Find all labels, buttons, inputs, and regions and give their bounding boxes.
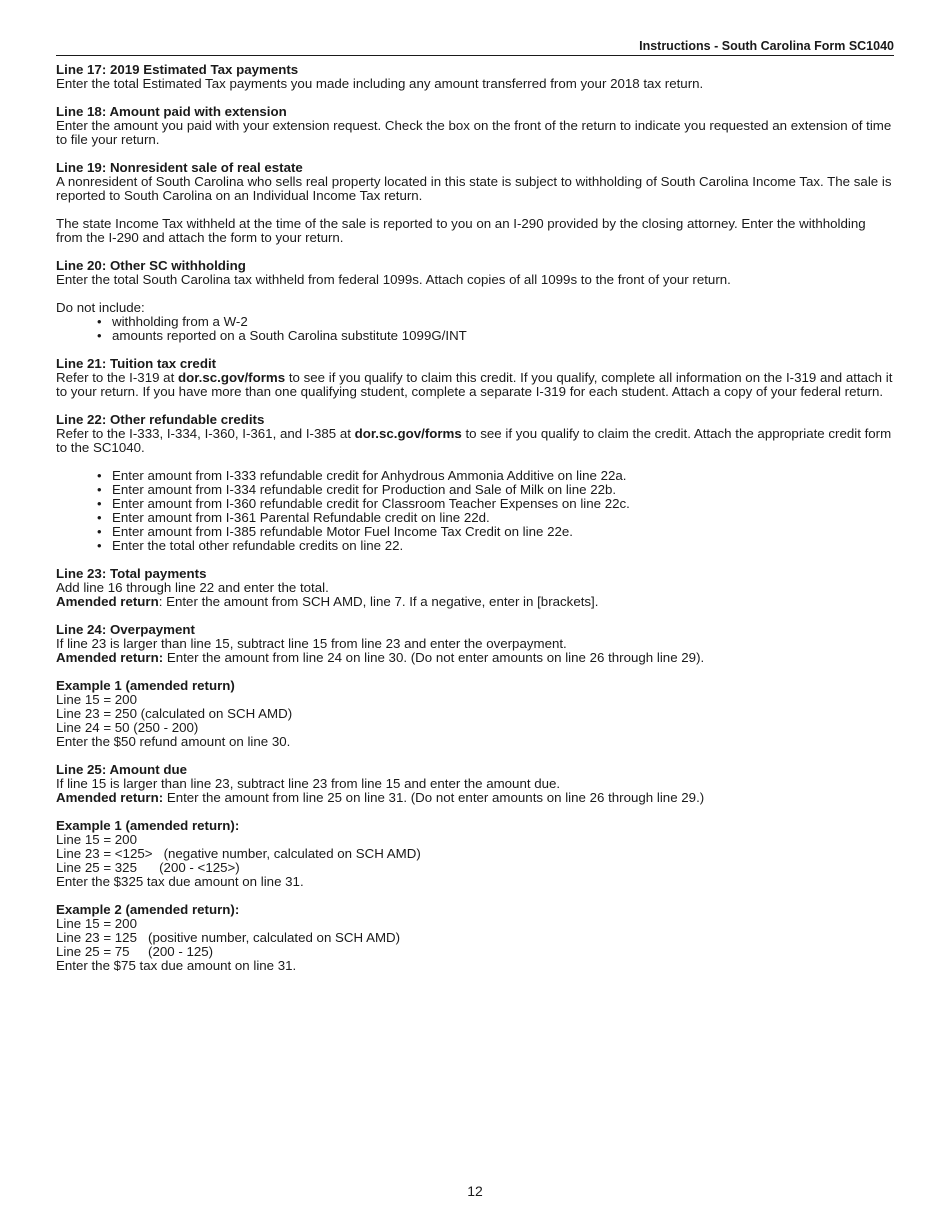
list-item: • Enter amount from I-360 refundable credit for Classroom Teacher Expenses on line 22c. [112, 497, 894, 511]
section-title: Line 21: Tuition tax credit [56, 356, 217, 371]
example-line: Line 15 = 200 [56, 832, 137, 847]
section-body: If line 15 is larger than line 23, subtract line 23 from line 15 and enter the amount due. [56, 776, 561, 791]
example-line: Line 23 = <125> (negative number, calculated on SCH AMD) [56, 846, 421, 861]
section-line-23 [56, 567, 894, 609]
example-2-amount-due [56, 903, 894, 973]
list-item: • Enter amount from I-385 refundable Motor Fuel Income Tax Credit on line 22e. [112, 525, 894, 539]
section-title: Line 23: Total payments [56, 566, 207, 581]
section-body: Enter the total Estimated Tax payments you made including any amount transferred from your 2018 tax return. [56, 76, 704, 91]
section-title: Line 22: Other refundable credits [56, 412, 265, 427]
section-line-21 [56, 357, 894, 399]
section-line-22 [56, 413, 894, 553]
example-line: Line 25 = 325 (200 - <125>) [56, 860, 240, 875]
list-intro: Do not include: [56, 300, 145, 315]
list-item: • Enter amount from I-361 Parental Refundable credit on line 22d. [112, 511, 894, 525]
section-title: Line 20: Other SC withholding [56, 258, 246, 273]
section-title: Line 17: 2019 Estimated Tax payments [56, 62, 299, 77]
example-line: Line 24 = 50 (250 - 200) [56, 720, 199, 735]
section-title: Example 1 (amended return) [56, 678, 235, 693]
example-line: Line 15 = 200 [56, 692, 137, 707]
section-title: Line 24: Overpayment [56, 622, 195, 637]
section-line-24 [56, 623, 894, 665]
example-line: Line 15 = 200 [56, 916, 137, 931]
section-body: A nonresident of South Carolina who sells real property located in this state is subject to withholding of South Carolina Income Tax. The sale is reported to South Carolina on an Individual Income Tax return. [56, 174, 892, 203]
list-item: • Enter amount from I-334 refundable credit for Production and Sale of Milk on line 22b. [112, 483, 894, 497]
section-title: Example 1 (amended return): [56, 818, 240, 833]
section-body: Refer to the I-319 at dor.sc.gov/forms to see if you qualify to claim this credit. If you qualify, complete all information on the I-319 and attach it to your return. If you have more than one qualifying student, complete a separate I-319 for each student. Attach a copy of your federal return. [56, 370, 893, 399]
amended-note: Amended return: Enter the amount from SCH AMD, line 7. If a negative, enter in [brackets]. [56, 594, 599, 609]
section-body: Refer to the I-333, I-334, I-360, I-361, and I-385 at dor.sc.gov/forms to see if you qualify to claim the credit. Attach the appropriate credit form to the SC1040. [56, 426, 892, 455]
section-body: The state Income Tax withheld at the time of the sale is reported to you on an I-290 provided by the closing attorney. Enter the withholding from the I-290 and attach the form to your return. [56, 216, 866, 245]
section-title: Line 25: Amount due [56, 762, 188, 777]
exclusion-list [56, 315, 894, 343]
example-1-overpayment [56, 679, 894, 749]
example-line: Line 23 = 250 (calculated on SCH AMD) [56, 706, 293, 721]
credits-list [56, 469, 894, 553]
section-body: Enter the amount you paid with your extension request. Check the box on the front of the return to indicate you requested an extension of time to file your return. [56, 118, 892, 147]
section-title: Line 18: Amount paid with extension [56, 104, 287, 119]
content [56, 63, 894, 987]
section-line-17 [56, 63, 894, 91]
section-line-20 [56, 259, 894, 343]
amended-note: Amended return: Enter the amount from line 24 on line 30. (Do not enter amounts on line 26 through line 29). [56, 650, 705, 665]
section-title: Example 2 (amended return): [56, 902, 240, 917]
section-line-18 [56, 105, 894, 147]
forms-link[interactable]: dor.sc.gov/forms [177, 370, 286, 385]
example-1-amount-due [56, 819, 894, 889]
forms-link[interactable]: dor.sc.gov/forms [354, 426, 462, 441]
section-line-19 [56, 161, 894, 245]
example-line: Enter the $50 refund amount on line 30. [56, 734, 291, 749]
section-body: If line 23 is larger than line 15, subtract line 15 from line 23 and enter the overpayment. [56, 636, 567, 651]
list-item: • withholding from a W-2 [112, 315, 894, 329]
example-line: Line 23 = 125 (positive number, calculated on SCH AMD) [56, 930, 401, 945]
section-body: Enter the total South Carolina tax withheld from federal 1099s. Attach copies of all 1099s to the front of your return. [56, 272, 731, 287]
example-line: Enter the $325 tax due amount on line 31. [56, 874, 304, 889]
example-line: Line 25 = 75 (200 - 125) [56, 944, 214, 959]
section-body: Add line 16 through line 22 and enter the total. [56, 580, 329, 595]
section-title: Line 19: Nonresident sale of real estate [56, 160, 303, 175]
page-header: Instructions - South Carolina Form SC1040 [56, 38, 894, 56]
list-item: • amounts reported on a South Carolina substitute 1099G/INT [112, 329, 894, 343]
section-line-25 [56, 763, 894, 805]
page-number: 12 [467, 1183, 483, 1199]
list-item: • Enter the total other refundable credits on line 22. [112, 539, 894, 553]
amended-note: Amended return: Enter the amount from line 25 on line 31. (Do not enter amounts on line 26 through line 29.) [56, 790, 705, 805]
list-item: • Enter amount from I-333 refundable credit for Anhydrous Ammonia Additive on line 22a. [112, 469, 894, 483]
example-line: Enter the $75 tax due amount on line 31. [56, 958, 297, 973]
